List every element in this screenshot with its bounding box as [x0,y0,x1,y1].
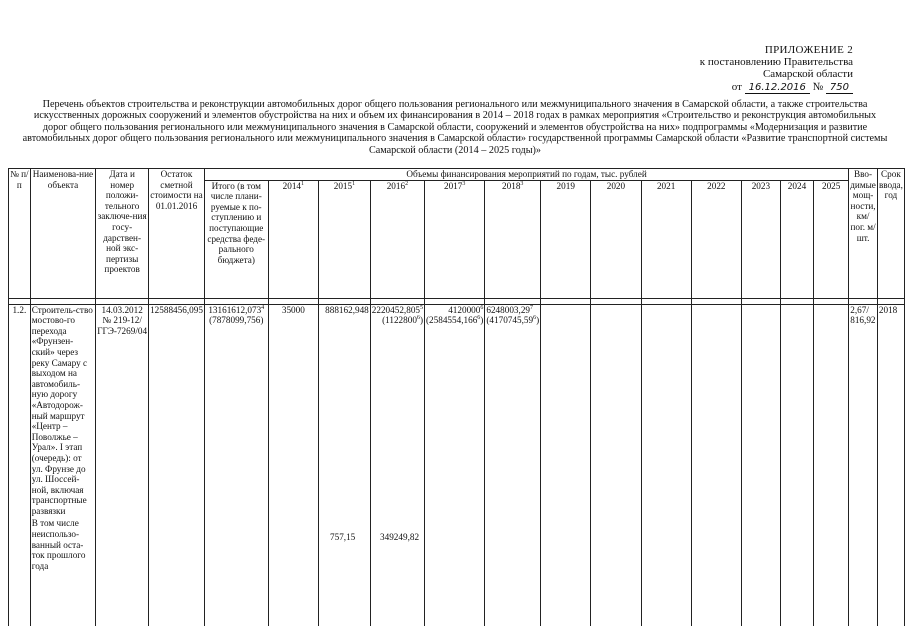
header-year-2014: 2014$^1$ [268,180,318,298]
header-year-2015: 2015$^1$ [319,180,371,298]
row-2016: 2220452,805$^5$ (1122800$^6$) [370,304,424,626]
header-num: № п/п [9,169,31,299]
header-year-2023: 2023 [741,180,780,298]
sub-row-2016: 349249,82 [380,532,420,542]
row-2023 [741,304,780,626]
header-name: Наименова-ние объекта [30,169,96,299]
header-year-2017: 2017$^3$ [425,180,485,298]
handwritten-date: 16.12.2016 [745,82,810,94]
sub-row-2015: 757,15 [330,532,356,542]
from-label: от [731,81,742,93]
header-term: Срок ввода, год [877,169,904,299]
row-term: 2018 [877,304,904,626]
header-year-2019: 2019 [541,180,591,298]
header-year-2016: 2016$^2$ [370,180,424,298]
appendix-line3: Самарской области [762,68,853,80]
row-2021 [641,304,691,626]
row-num: 1.2. [9,304,31,626]
header-row-1 [9,169,905,181]
row-power: 2,67/ 816,92 [849,304,878,626]
row-2015: 888162,948 [319,304,371,626]
sub-row-name: В том числе неиспользо-ванный оста-ток прошлого года [31,518,86,571]
header-date: Дата и номер положи-тельного заключе-ния госу-дарствен-ной экс-пертизы проектов [96,169,149,299]
appendix-signature-line [633,81,853,94]
row-2022 [691,304,741,626]
header-rest: Остаток сметной стоимости на 01.01.2016 [149,169,205,299]
row-name: Строитель-ство мостово-го перехода «Фрунзен-ский» через реку Самару с выходом на автомобиль-ную дорогу «Автодорож-ный маршрут «Центр – Поволжье – Урал». I этап (очередь): от ул. Фрунзе до ул. Шоссей-ной, включая транспортные развязки В том числе неиспользо-ванный оста-ток прошлого года [30,304,96,626]
row-2018: 6248003,29$^7$ (4170745,59$^6$) [485,304,541,626]
header-power: Вво-димые мощ-ности, км/ пог. м/шт. [849,169,878,299]
financing-table [8,168,905,626]
header-year-2018: 2018$^3$ [485,180,541,298]
appendix-title: ПРИЛОЖЕНИЕ 2 [764,44,853,56]
table-row [9,304,905,626]
row-2019 [541,304,591,626]
row-rest: 12588456,095 [149,304,205,626]
number-label: № [812,81,824,93]
header-total: Итого (в том числе плани-руемые к по-ступлению и поступающие средства феде-рального бюджета) [204,180,268,298]
header-year-2025: 2025 [814,180,849,298]
row-2017: 4120000$^6$ (2584554,166$^6$) [425,304,485,626]
row-2024 [780,304,813,626]
row-2025 [814,304,849,626]
appendix-block [633,44,853,94]
header-year-2022: 2022 [691,180,741,298]
appendix-line2: к постановлению Правительства [699,56,853,68]
row-total: 13161612,073$^4$ (7878099,756) [204,304,268,626]
document-heading: Перечень объектов строительства и реконструкции автомобильных дорог общего пользования регионального или межмуниципального значения в Самарской области, а также строительства искусственных дорожных сооружений и элементов обустройства на них и объем их финансирования в 2014 – 2018 годах в рамках мероприятия «Строительство и реконструкция автомобильных дорог общего пользования регионального или межмуниципального значения в Самарской области, сооружений и элементов обустройства на них» подпрограммы «Модернизация и развитие автомобильных дорог общего пользования регионального или межмуниципального значения в Самарской области» государственной программы Самарской области «Развитие транспортной системы Самарской области (2014 – 2025 годы)» [22,99,888,156]
header-year-2021: 2021 [641,180,691,298]
header-year-2024: 2024 [780,180,813,298]
handwritten-number: 750 [826,82,853,94]
header-year-2020: 2020 [591,180,641,298]
row-date: 14.03.2012 № 219-12/ГГЭ-7269/04 [96,304,149,626]
row-2014: 35000 [268,304,318,626]
row-2020 [591,304,641,626]
header-financing: Объемы финансирования мероприятий по годам, тыс. рублей [204,169,848,181]
